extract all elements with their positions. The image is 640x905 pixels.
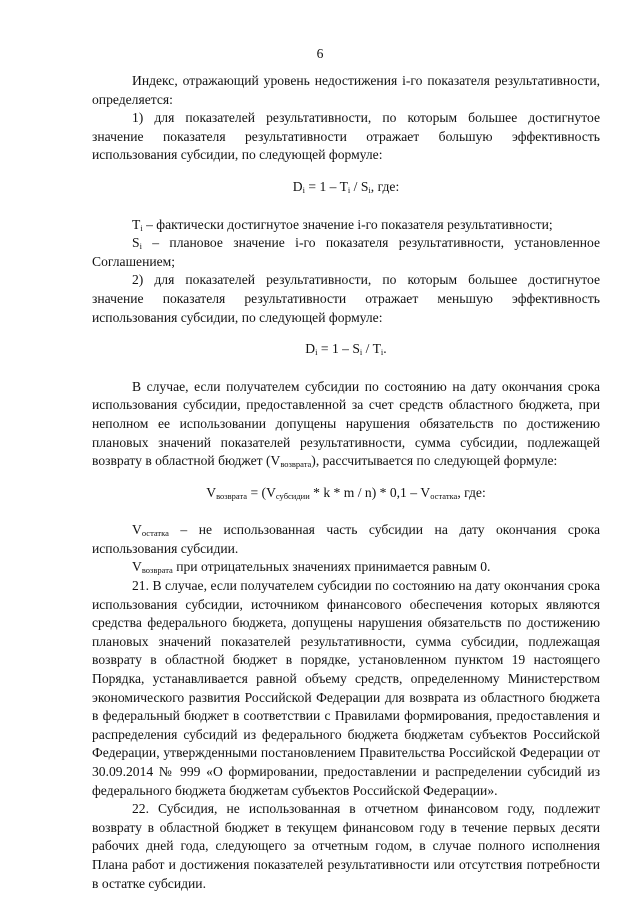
page-number: 6 bbox=[316, 46, 324, 61]
paragraph-22: 22. Субсидия, не использованная в отчетном финансовом году, подлежит возврату в областной бюджет в текущем финансовом году в течение первых десяти рабочих дней года, следующего за отчетным годом, в случае полного исполнения Плана работ и достижения показателей результативности или отсутствия потребности в остатке субсидии. bbox=[92, 801, 600, 891]
paragraph-return-calculation: В случае, если получателем субсидии по состоянию на дату окончания срока использования субсидии, предоставленной за счет средств областного бюджета, при неполном ее использовании допущены нарушения обязательств по достижению плановых значений показателей результативности, сумма субсидии, подлежащей возврату в областной бюджет $(V_{возврата})$, рассчитывается по следующей формуле: bbox=[92, 378, 600, 470]
formula-2: $D_i = 1 - S_i / T_i$. bbox=[305, 341, 387, 358]
paragraph-21: 21. В случае, если получателем субсидии по состоянию на дату окончания срока использования субсидии, источником финансового обеспечения которых являются средства федерального бюджета, допущены нарушения обязательств по достижению плановых значений показателей результативности, сумма субсидии, подлежащая возврату в областной бюджет в порядке, установленном пунктом 19 настоящего Порядка, устанавливается равной объему средств, определенному Министерством экономического развития Российской Федерации для возврата из областного бюджета в федеральный бюджет в соответствии с Правилами формирования, предоставления и распределения субсидий из федерального бюджета бюджетам субъектов Российской Федерации, утвержденными постановлением Правительства Российской Федерации от 30.09.2014 № 999 «О формировании, предоставлении и распределении субсидий из федерального бюджета бюджетам субъектов Российской Федерации». bbox=[92, 578, 600, 798]
definition-s: $S_i$ – плановое значение i-го показателя результативности, установленное Соглашением; bbox=[92, 235, 600, 269]
paragraph-case-1: 1) для показателей результативности, по которым большее достигнутое значение показателя результативности отражает большую эффективность использования субсидии, по следующей формуле: bbox=[92, 110, 600, 163]
formula-3: $V_{возврата} = (V_{субсидии} * k * m / n) * 0,1 - V_{остатка}$, где: bbox=[206, 484, 486, 501]
paragraph-index-definition: Индекс, отражающий уровень недостижения i-го показателя результативности, определяется: bbox=[92, 73, 600, 107]
definition-v-ostatka: $V_{остатка}$ – не использованная часть субсидии на дату окончания срока использования субсидии. bbox=[92, 522, 600, 556]
definition-v-vozvrata: $V_{возврата}$ при отрицательных значениях принимается равным 0. bbox=[132, 559, 491, 576]
paragraph-case-2: 2) для показателей результативности, по которым большее достигнутое значение показателя результативности отражает меньшую эффективность использования субсидии, по следующей формуле: bbox=[92, 272, 600, 325]
definition-t: $T_i$ – фактически достигнутое значение i-го показателя результативности; bbox=[132, 216, 553, 233]
document-body bbox=[92, 72, 600, 893]
formula-1: $D_i = 1 - T_i / S_i$, где: bbox=[292, 178, 400, 195]
